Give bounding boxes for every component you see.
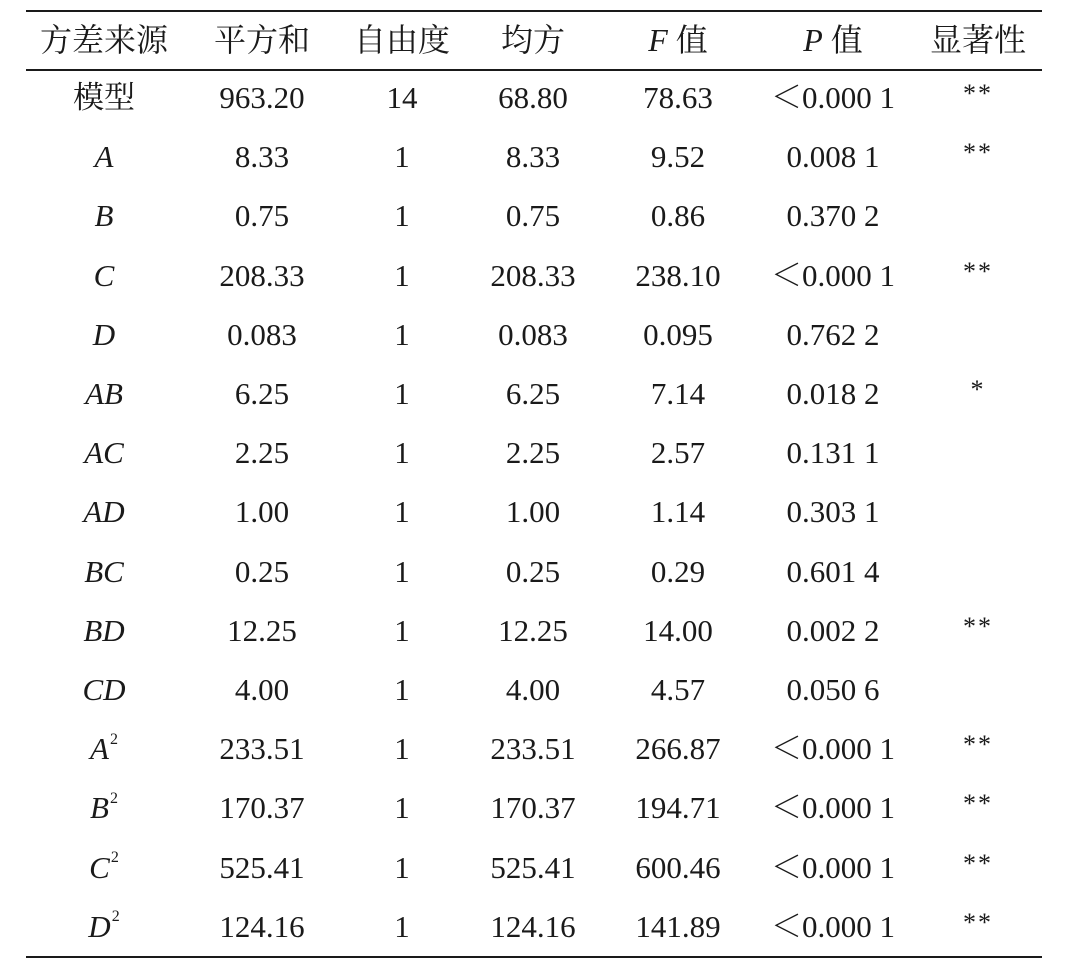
cell-degrees-of-freedom: 1 <box>394 849 410 885</box>
cell-significance: ** <box>963 789 993 819</box>
header-degrees-of-freedom: 自由度 <box>353 22 451 58</box>
table-bottom-rule <box>26 956 1042 958</box>
cell-f-value: 78.63 <box>643 80 713 115</box>
cell-source-label: BD <box>83 612 125 648</box>
cell-source-label: D <box>88 908 111 944</box>
cell-source <box>95 188 114 244</box>
cell-f-value: 141.89 <box>635 908 721 944</box>
table-row <box>0 366 1080 422</box>
cell-degrees-of-freedom: 1 <box>394 139 410 175</box>
header-p-value <box>803 12 863 68</box>
cell-f-value: 0.095 <box>643 316 713 352</box>
cell-significance: ** <box>963 138 993 168</box>
cell-mean-square: 124.16 <box>490 908 576 944</box>
cell-f-value: 1.14 <box>650 494 706 530</box>
cell-source-label: BC <box>84 553 124 589</box>
cell-source-label: C <box>93 257 115 293</box>
cell-p-value: ＜0.000 1 <box>771 849 895 885</box>
table-row <box>0 899 1080 955</box>
cell-p-value: 0.370 2 <box>786 198 880 234</box>
cell-source-label: 模型 <box>73 80 135 115</box>
cell-source-label: AC <box>84 435 124 471</box>
cell-degrees-of-freedom: 1 <box>394 198 410 234</box>
header-f-value <box>648 12 708 68</box>
cell-source <box>83 603 124 659</box>
table-row <box>0 603 1080 659</box>
cell-sum-of-squares: 170.37 <box>219 790 305 826</box>
cell-sum-of-squares: 124.16 <box>219 908 305 944</box>
cell-mean-square: 170.37 <box>490 790 576 826</box>
header-mean-square: 均方 <box>500 22 566 58</box>
cell-degrees-of-freedom: 1 <box>394 612 410 648</box>
cell-source <box>90 721 118 777</box>
cell-degrees-of-freedom: 1 <box>394 435 410 471</box>
cell-sum-of-squares: 2.25 <box>234 435 290 471</box>
cell-significance: ** <box>963 611 993 641</box>
cell-mean-square: 208.33 <box>490 257 576 293</box>
cell-source <box>73 70 135 126</box>
cell-source <box>84 544 124 600</box>
cell-degrees-of-freedom: 1 <box>394 494 410 530</box>
header-sum-of-squares: 平方和 <box>213 22 311 58</box>
cell-source-exponent: 2 <box>109 730 118 748</box>
cell-source <box>84 425 124 481</box>
cell-significance: ** <box>963 730 993 760</box>
cell-p-value: 0.131 1 <box>786 435 880 471</box>
table-row <box>0 544 1080 600</box>
header-f-suffix: 值 <box>675 22 708 58</box>
cell-p-value: ＜0.000 1 <box>771 257 895 293</box>
header-p-suffix: 值 <box>830 22 863 58</box>
table-row <box>0 129 1080 185</box>
cell-sum-of-squares: 963.20 <box>219 80 305 115</box>
cell-mean-square: 1.00 <box>505 494 561 530</box>
cell-f-value: 14.00 <box>643 612 713 648</box>
cell-mean-square: 0.083 <box>498 316 568 352</box>
cell-significance: ** <box>963 907 993 937</box>
cell-source-label: AD <box>83 494 125 530</box>
cell-significance: * <box>970 375 986 404</box>
table-header-row <box>0 12 1080 68</box>
cell-sum-of-squares: 0.083 <box>227 316 297 352</box>
cell-mean-square: 68.80 <box>498 80 568 115</box>
cell-sum-of-squares: 6.25 <box>234 376 290 411</box>
cell-source-label: A <box>90 731 109 767</box>
cell-f-value: 0.86 <box>650 198 706 234</box>
table-row <box>0 484 1080 540</box>
table-row <box>0 307 1080 363</box>
cell-source-label: AB <box>85 376 123 411</box>
cell-mean-square: 12.25 <box>498 612 568 648</box>
cell-p-value: ＜0.000 1 <box>771 80 895 115</box>
cell-source-label: C <box>89 849 110 885</box>
table-row <box>0 248 1080 304</box>
cell-p-value: 0.018 2 <box>786 376 880 411</box>
table-row <box>0 721 1080 777</box>
cell-p-value: 0.762 2 <box>786 316 880 352</box>
cell-degrees-of-freedom: 1 <box>394 316 410 352</box>
cell-source-exponent: 2 <box>110 849 119 867</box>
cell-f-value: 9.52 <box>650 139 706 175</box>
table-row <box>0 70 1080 126</box>
cell-p-value: 0.601 4 <box>786 553 880 589</box>
cell-source <box>82 662 125 718</box>
cell-p-value: 0.002 2 <box>786 612 880 648</box>
cell-p-value: 0.008 1 <box>786 139 880 175</box>
cell-p-value: ＜0.000 1 <box>771 731 895 767</box>
cell-sum-of-squares: 8.33 <box>234 139 290 175</box>
cell-f-value: 2.57 <box>650 435 706 471</box>
cell-sum-of-squares: 4.00 <box>234 672 290 707</box>
cell-source-exponent: 2 <box>109 790 118 808</box>
cell-f-value: 7.14 <box>650 376 706 411</box>
cell-source <box>85 366 123 422</box>
header-source: 方差来源 <box>39 22 169 58</box>
cell-degrees-of-freedom: 1 <box>394 731 410 767</box>
cell-source <box>95 129 114 185</box>
cell-source-label: A <box>94 139 114 175</box>
cell-source-label: CD <box>82 672 126 707</box>
cell-p-value: ＜0.000 1 <box>771 790 895 826</box>
table-row <box>0 780 1080 836</box>
cell-sum-of-squares: 0.75 <box>234 198 290 234</box>
cell-degrees-of-freedom: 1 <box>394 553 410 589</box>
cell-source <box>88 899 119 955</box>
cell-mean-square: 8.33 <box>505 139 561 175</box>
cell-p-value: 0.303 1 <box>786 494 880 530</box>
cell-mean-square: 4.00 <box>505 672 561 707</box>
cell-degrees-of-freedom: 1 <box>394 257 410 293</box>
table-row <box>0 840 1080 896</box>
header-significance: 显著性 <box>929 22 1027 58</box>
cell-f-value: 194.71 <box>635 790 721 826</box>
cell-sum-of-squares: 1.00 <box>234 494 290 530</box>
cell-p-value: 0.050 6 <box>786 672 880 707</box>
cell-f-value: 0.29 <box>650 553 706 589</box>
cell-sum-of-squares: 525.41 <box>219 849 305 885</box>
cell-mean-square: 0.25 <box>505 553 561 589</box>
cell-sum-of-squares: 208.33 <box>219 257 305 293</box>
cell-p-value: ＜0.000 1 <box>771 908 895 944</box>
cell-sum-of-squares: 0.25 <box>234 553 290 589</box>
table-row <box>0 662 1080 718</box>
cell-mean-square: 2.25 <box>505 435 561 471</box>
cell-source <box>94 248 115 304</box>
cell-degrees-of-freedom: 1 <box>394 376 410 411</box>
cell-source <box>90 780 118 836</box>
cell-degrees-of-freedom: 1 <box>394 790 410 826</box>
cell-source <box>89 840 119 896</box>
cell-f-value: 266.87 <box>635 731 721 767</box>
cell-source-label: B <box>94 198 114 234</box>
cell-significance: ** <box>963 256 993 286</box>
cell-source <box>93 307 115 363</box>
table-row <box>0 188 1080 244</box>
cell-mean-square: 6.25 <box>505 376 561 411</box>
cell-degrees-of-freedom: 1 <box>394 908 410 944</box>
cell-f-value: 600.46 <box>635 849 721 885</box>
cell-source <box>83 484 124 540</box>
cell-mean-square: 233.51 <box>490 731 576 767</box>
cell-significance: ** <box>963 848 993 878</box>
cell-mean-square: 0.75 <box>505 198 561 234</box>
cell-source-exponent: 2 <box>111 908 120 926</box>
cell-sum-of-squares: 233.51 <box>219 731 305 767</box>
cell-f-value: 4.57 <box>650 672 706 707</box>
cell-f-value: 238.10 <box>635 257 721 293</box>
cell-sum-of-squares: 12.25 <box>227 612 297 648</box>
table-row <box>0 425 1080 481</box>
cell-mean-square: 525.41 <box>490 849 576 885</box>
header-p-symbol: P <box>803 22 823 58</box>
cell-degrees-of-freedom: 14 <box>386 80 418 115</box>
cell-significance: ** <box>963 79 993 108</box>
header-f-symbol: F <box>648 22 668 58</box>
cell-source-label: D <box>92 316 116 352</box>
cell-source-label: B <box>90 790 109 826</box>
cell-degrees-of-freedom: 1 <box>394 672 410 707</box>
